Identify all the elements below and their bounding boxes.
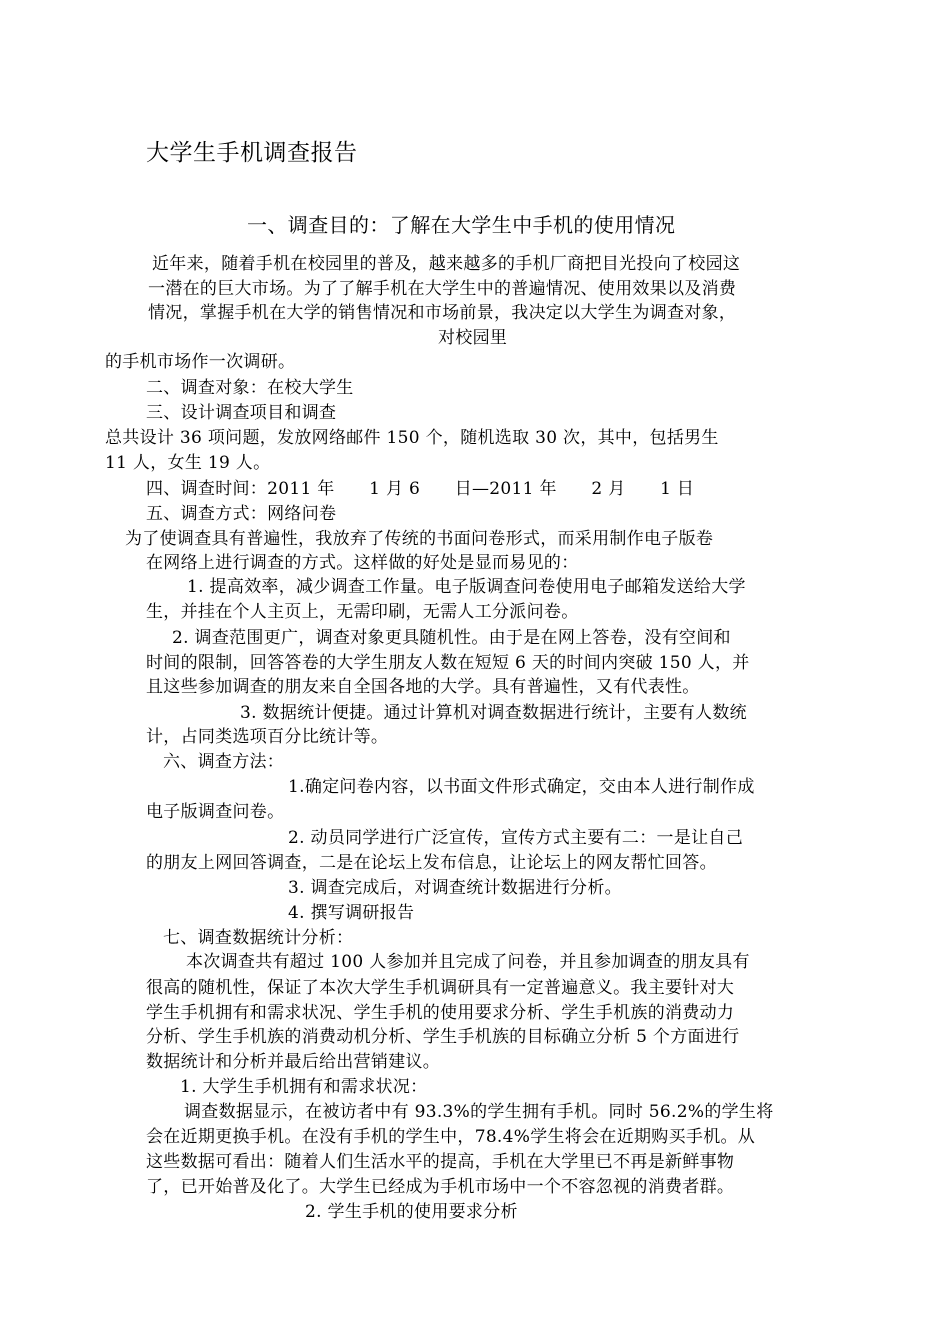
paragraph-line: 情况，掌握手机在大学的销售情况和市场前景，我决定以大学生为调查对象， [148,303,737,323]
section-heading-subject: 二、调查对象：在校大学生 [146,378,354,398]
paragraph-line: 对校园里 [438,328,508,348]
document-title: 大学生手机调查报告 [146,140,358,166]
list-item-line: 2. 动员同学进行广泛宣传，宣传方式主要有二：一是让自己 [288,828,744,848]
list-item-line: 1. 提高效率，减少调查工作量。电子版调查问卷使用电子邮箱发送给大学 [187,577,746,597]
list-item-line: 生，并挂在个人主页上，无需印刷，无需人工分派问卷。 [146,602,579,622]
list-item-line: 1.确定问卷内容，以书面文件形式确定，交由本人进行制作成 [288,777,755,797]
list-item-line: 的朋友上网回答调查，二是在论坛上发布信息，让论坛上的网友帮忙回答。 [146,853,717,873]
paragraph-line: 学生手机拥有和需求状况、学生手机的使用要求分析、学生手机族的消费动力 [146,1003,735,1023]
paragraph-line: 了，已开始普及化了。大学生已经成为手机市场中一个不容忽视的消费者群。 [146,1177,735,1197]
list-item-line: 3. 数据统计便捷。通过计算机对调查数据进行统计，主要有人数统 [240,703,747,723]
paragraph-line: 分析、学生手机族的消费动机分析、学生手机族的目标确立分析 5 个方面进行 [146,1027,740,1047]
paragraph-line: 本次调查共有超过 100 人参加并且完成了问卷，并且参加调查的朋友具有 [186,952,750,972]
paragraph-line: 一潜在的巨大市场。为了了解手机在大学生中的普遍情况、使用效果以及消费 [148,279,737,299]
subsection-heading: 1. 大学生手机拥有和需求状况： [180,1077,428,1097]
paragraph-line: 的手机市场作一次调研。 [105,352,296,372]
paragraph-line: 近年来，随着手机在校园里的普及，越来越多的手机厂商把目光投向了校园这 [152,254,741,274]
section-heading-design: 三、设计调查项目和调查 [146,403,337,423]
list-item-line: 且这些参加调查的朋友来自全国各地的大学。具有普遍性，又有代表性。 [146,677,700,697]
list-item-line: 计，占同类选项百分比统计等。 [146,727,389,747]
list-item-line: 4. 撰写调研报告 [288,903,415,923]
list-item-line: 3. 调查完成后，对调查统计数据进行分析。 [288,878,622,898]
paragraph-line: 会在近期更换手机。在没有手机的学生中，78.4%学生将会在近期购买手机。从 [146,1127,756,1147]
paragraph-line: 调查数据显示，在被访者中有 93.3%的学生拥有手机。同时 56.2%的学生将 [184,1102,774,1122]
section-heading-method: 五、调查方式：网络问卷 [146,504,337,524]
section-heading-approach: 六、调查方法： [163,752,285,772]
section-heading-time: 四、调查时间：2011 年 1 月 6 日—2011 年 2 月 1 日 [146,479,695,499]
list-item-line: 电子版调查问卷。 [146,802,285,822]
paragraph-line: 为了使调查具有普遍性，我放弃了传统的书面问卷形式，而采用制作电子版卷 [125,529,714,549]
paragraph-line: 11 人，女生 19 人。 [105,453,271,473]
list-item-line: 时间的限制，回答答卷的大学生朋友人数在短短 6 天的时间内突破 150 人，并 [146,653,750,673]
paragraph-line: 这些数据可看出：随着人们生活水平的提高，手机在大学里已不再是新鲜事物 [146,1152,735,1172]
list-item-line: 2. 调查范围更广，调查对象更具随机性。由于是在网上答卷，没有空间和 [172,628,731,648]
paragraph-line: 在网络上进行调查的方式。这样做的好处是显而易见的： [146,553,579,573]
paragraph-line: 很高的随机性，保证了本次大学生手机调研具有一定普遍意义。我主要针对大 [146,978,735,998]
subsection-heading: 2. 学生手机的使用要求分析 [305,1202,518,1222]
section-heading-analysis: 七、调查数据统计分析： [163,928,354,948]
paragraph-line: 数据统计和分析并最后给出营销建议。 [146,1052,441,1072]
paragraph-line: 总共设计 36 项问题，发放网络邮件 150 个，随机选取 30 次，其中，包括男生 [105,428,719,448]
section-heading-purpose: 一、调查目的：了解在大学生中手机的使用情况 [247,213,676,237]
